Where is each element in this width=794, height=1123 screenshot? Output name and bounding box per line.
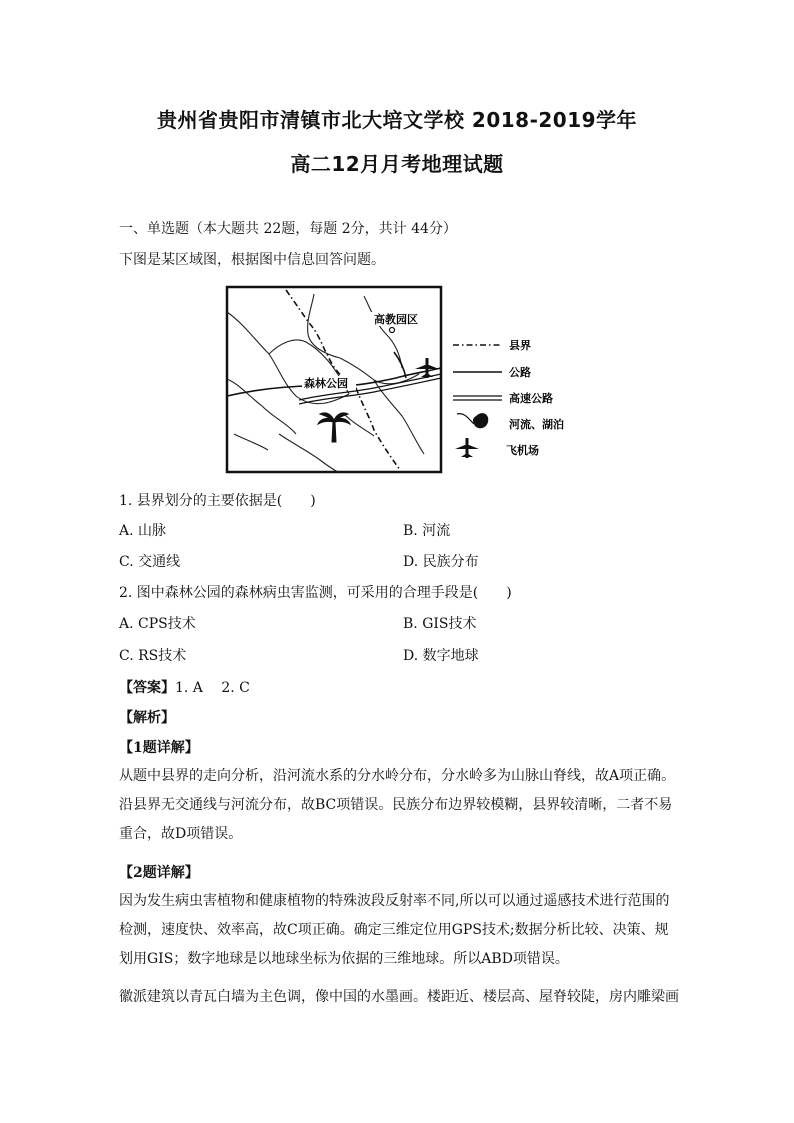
q2-option-b: B. GIS技术 [403,616,477,632]
q1-option-b: B. 河流 [403,523,451,539]
map-legend [453,338,564,458]
q1-option-c: C. 交通线 [119,554,181,570]
analysis-label: 【解析】 [119,710,175,726]
question-1-stem: 1. 县界划分的主要依据是( ) [119,493,316,509]
region-map-figure [224,284,576,478]
legend-river-label: 河流、湖泊 [509,418,564,431]
trailing-paragraph: 徽派建筑以青瓦白墙为主色调，像中国的水墨画。楼距近、楼层高、屋脊较陡，房内雕梁画 [119,989,679,1005]
answer-label: 【答案】 [119,680,175,696]
document-title-line1: 贵州省贵阳市清镇市北大培文学校 2018-2019学年 [156,108,638,132]
map-label-forest-park: 森林公园 [304,377,348,390]
section-heading: 一、单选题（本大题共 22题，每题 2分，共计 44分） [119,221,457,237]
q2-option-d: D. 数字地球 [403,648,479,664]
q2-option-a: A. CPS技术 [119,616,196,632]
legend-airplane-icon [455,438,479,458]
campus-marker [390,328,395,333]
section-intro: 下图是某区域图，根据图中信息回答问题。 [119,252,385,268]
lake-icon [473,413,488,428]
legend-river-symbol [457,414,474,424]
document-title-line2: 高二12月月考地理试题 [290,152,504,176]
legend-highway-label: 高速公路 [509,392,553,405]
q1-option-a: A. 山脉 [119,523,167,539]
question-2-stem: 2. 图中森林公园的森林病虫害监测，可采用的合理手段是( ) [119,585,512,601]
legend-county-label: 县界 [509,339,531,352]
q1-analysis-heading: 【1题详解】 [119,740,199,756]
q2-analysis-heading: 【2题详解】 [119,865,199,881]
q1-option-d: D. 民族分布 [403,554,479,570]
map-label-campus: 高教园区 [374,313,418,326]
answer-value: 1. A 2. C [175,680,250,696]
answer-line [119,677,250,697]
legend-airport-label: 飞机场 [506,444,539,457]
q1-analysis-text: 从题中县界的走向分析，沿河流水系的分水岭分布，分水岭多为山脉山脊线，故A项正确。沿县界无交通线与河流分布，故BC项错误。民族分布边界较模糊，县界较清晰，二者不易重合，故D项错误。 [119,768,676,842]
legend-road-label: 公路 [509,366,531,379]
q2-option-c: C. RS技术 [119,648,187,664]
q2-analysis-text: 因为发生病虫害植物和健康植物的特殊波段反射率不同,所以可以通过遥感技术进行范围的检测，速度快、效率高，故C项正确。确定三维定位用GPS技术;数据分析比较、决策、规划用GIS；数字地球是以地球坐标为依据的三维地球。所以ABD项错误。 [119,893,670,967]
